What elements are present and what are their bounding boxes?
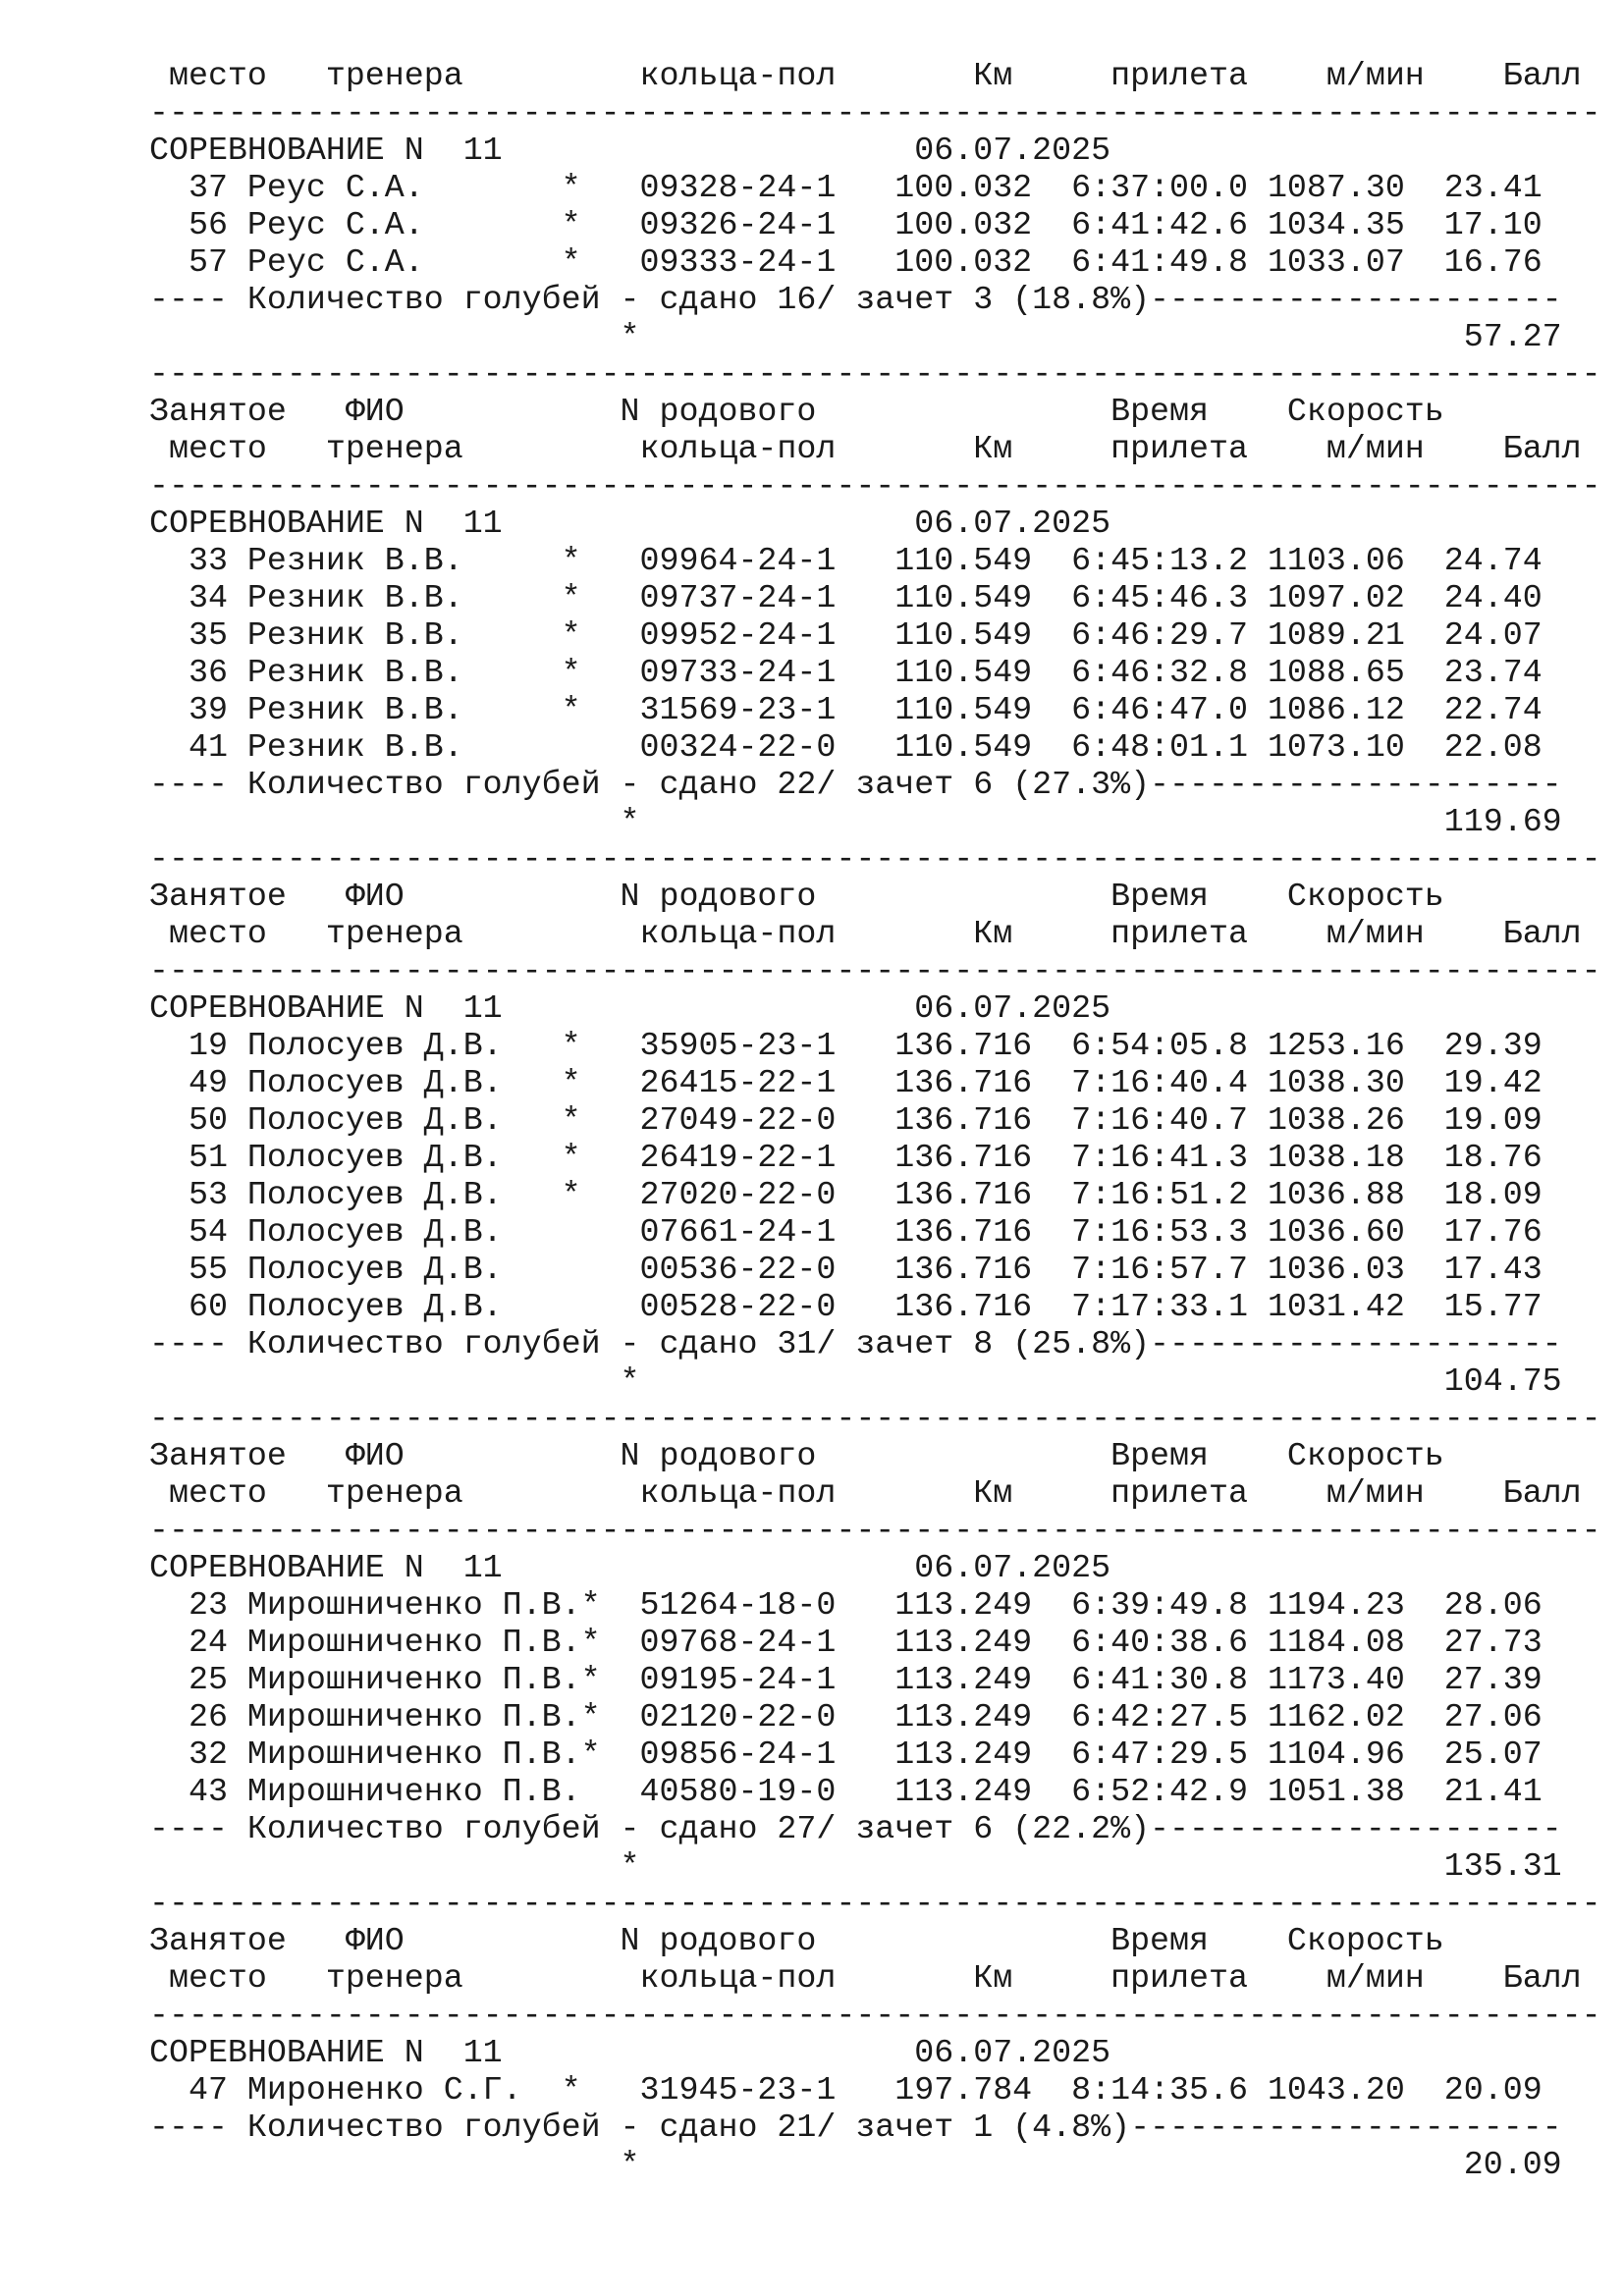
column-header-row-1: Занятое ФИО N родового Время Скорость bbox=[149, 878, 1444, 915]
result-row: 55 Полосуев Д.В. 00536-22-0 136.716 7:16:57.7 1036.03 17.43 bbox=[149, 1251, 1543, 1288]
total-score: * 57.27 bbox=[149, 318, 1562, 355]
block-separator: -------------------------------------------------------------------------- bbox=[149, 1400, 1601, 1437]
result-row: 50 Полосуев Д.В. * 27049-22-0 136.716 7:16:40.7 1038.26 19.09 bbox=[149, 1101, 1543, 1139]
header-separator: -------------------------------------------------------------------------- bbox=[149, 952, 1601, 989]
column-header-row-2: место тренера кольца-пол Км прилета м/мин Балл bbox=[149, 1959, 1582, 1997]
column-header-row-1: Занятое ФИО N родового Время Скорость bbox=[149, 393, 1444, 430]
result-row: 53 Полосуев Д.В. * 27020-22-0 136.716 7:16:51.2 1036.88 18.09 bbox=[149, 1176, 1543, 1213]
summary-line: ---- Количество голубей - сдано 31/ зачет 8 (25.8%)--------------------- bbox=[149, 1325, 1562, 1362]
total-score: * 119.69 bbox=[149, 803, 1562, 840]
result-row: 41 Резник В.В. 00324-22-0 110.549 6:48:01.1 1073.10 22.08 bbox=[149, 728, 1543, 766]
result-row: 49 Полосуев Д.В. * 26415-22-1 136.716 7:16:40.4 1038.30 19.42 bbox=[149, 1064, 1543, 1101]
result-row: 25 Мирошниченко П.В.* 09195-24-1 113.249 6:41:30.8 1173.40 27.39 bbox=[149, 1661, 1543, 1698]
summary-line: ---- Количество голубей - сдано 21/ зачет 1 (4.8%)---------------------- bbox=[149, 2109, 1562, 2146]
block-separator: -------------------------------------------------------------------------- bbox=[149, 355, 1601, 393]
total-score: * 20.09 bbox=[149, 2146, 1562, 2183]
result-row: 23 Мирошниченко П.В.* 51264-18-0 113.249 6:39:49.8 1194.23 28.06 bbox=[149, 1586, 1543, 1624]
block-separator: -------------------------------------------------------------------------- bbox=[149, 1885, 1601, 1922]
competition-title: СОРЕВНОВАНИЕ N 11 06.07.2025 bbox=[149, 989, 1111, 1027]
result-row: 35 Резник В.В. * 09952-24-1 110.549 6:46:29.7 1089.21 24.07 bbox=[149, 616, 1543, 654]
result-row: 26 Мирошниченко П.В.* 02120-22-0 113.249 6:42:27.5 1162.02 27.06 bbox=[149, 1698, 1543, 1735]
result-row: 51 Полосуев Д.В. * 26419-22-1 136.716 7:16:41.3 1038.18 18.76 bbox=[149, 1139, 1543, 1176]
result-row: 39 Резник В.В. * 31569-23-1 110.549 6:46:47.0 1086.12 22.74 bbox=[149, 691, 1543, 728]
competition-title: СОРЕВНОВАНИЕ N 11 06.07.2025 bbox=[149, 505, 1111, 542]
result-row: 54 Полосуев Д.В. 07661-24-1 136.716 7:16:53.3 1036.60 17.76 bbox=[149, 1213, 1543, 1251]
result-row: 57 Реус С.А. * 09333-24-1 100.032 6:41:49.8 1033.07 16.76 bbox=[149, 243, 1543, 281]
results-report bbox=[149, 57, 1601, 2183]
header-separator: -------------------------------------------------------------------------- bbox=[149, 1512, 1601, 1549]
result-row: 60 Полосуев Д.В. 00528-22-0 136.716 7:17:33.1 1031.42 15.77 bbox=[149, 1288, 1543, 1325]
result-row: 37 Реус С.А. * 09328-24-1 100.032 6:37:00.0 1087.30 23.41 bbox=[149, 169, 1543, 206]
header-separator: -------------------------------------------------------------------------- bbox=[149, 1997, 1601, 2034]
summary-line: ---- Количество голубей - сдано 16/ зачет 3 (18.8%)--------------------- bbox=[149, 281, 1562, 318]
result-row: 33 Резник В.В. * 09964-24-1 110.549 6:45:13.2 1103.06 24.74 bbox=[149, 542, 1543, 579]
column-header-row-2: место тренера кольца-пол Км прилета м/мин Балл bbox=[149, 430, 1582, 467]
summary-line: ---- Количество голубей - сдано 27/ зачет 6 (22.2%)--------------------- bbox=[149, 1810, 1562, 1847]
column-header-row-1: Занятое ФИО N родового Время Скорость bbox=[149, 1922, 1444, 1959]
total-score: * 104.75 bbox=[149, 1362, 1562, 1400]
result-row: 56 Реус С.А. * 09326-24-1 100.032 6:41:42.6 1034.35 17.10 bbox=[149, 206, 1543, 243]
competition-title: СОРЕВНОВАНИЕ N 11 06.07.2025 bbox=[149, 2034, 1111, 2071]
summary-line: ---- Количество голубей - сдано 22/ зачет 6 (27.3%)--------------------- bbox=[149, 766, 1562, 803]
column-header-row-2: место тренера кольца-пол Км прилета м/мин Балл bbox=[149, 57, 1582, 94]
header-separator: -------------------------------------------------------------------------- bbox=[149, 94, 1601, 132]
column-header-row-2: место тренера кольца-пол Км прилета м/мин Балл bbox=[149, 915, 1582, 952]
result-row: 32 Мирошниченко П.В.* 09856-24-1 113.249 6:47:29.5 1104.96 25.07 bbox=[149, 1735, 1543, 1773]
result-row: 19 Полосуев Д.В. * 35905-23-1 136.716 6:54:05.8 1253.16 29.39 bbox=[149, 1027, 1543, 1064]
competition-title: СОРЕВНОВАНИЕ N 11 06.07.2025 bbox=[149, 132, 1111, 169]
column-header-row-2: место тренера кольца-пол Км прилета м/мин Балл bbox=[149, 1474, 1582, 1512]
result-row: 24 Мирошниченко П.В.* 09768-24-1 113.249 6:40:38.6 1184.08 27.73 bbox=[149, 1624, 1543, 1661]
result-row: 43 Мирошниченко П.В. 40580-19-0 113.249 6:52:42.9 1051.38 21.41 bbox=[149, 1773, 1543, 1810]
result-row: 36 Резник В.В. * 09733-24-1 110.549 6:46:32.8 1088.65 23.74 bbox=[149, 654, 1543, 691]
column-header-row-1: Занятое ФИО N родового Время Скорость bbox=[149, 1437, 1444, 1474]
block-separator: -------------------------------------------------------------------------- bbox=[149, 840, 1601, 878]
total-score: * 135.31 bbox=[149, 1847, 1562, 1885]
competition-title: СОРЕВНОВАНИЕ N 11 06.07.2025 bbox=[149, 1549, 1111, 1586]
header-separator: -------------------------------------------------------------------------- bbox=[149, 467, 1601, 505]
result-row: 34 Резник В.В. * 09737-24-1 110.549 6:45:46.3 1097.02 24.40 bbox=[149, 579, 1543, 616]
result-row: 47 Мироненко С.Г. * 31945-23-1 197.784 8:14:35.6 1043.20 20.09 bbox=[149, 2071, 1543, 2109]
